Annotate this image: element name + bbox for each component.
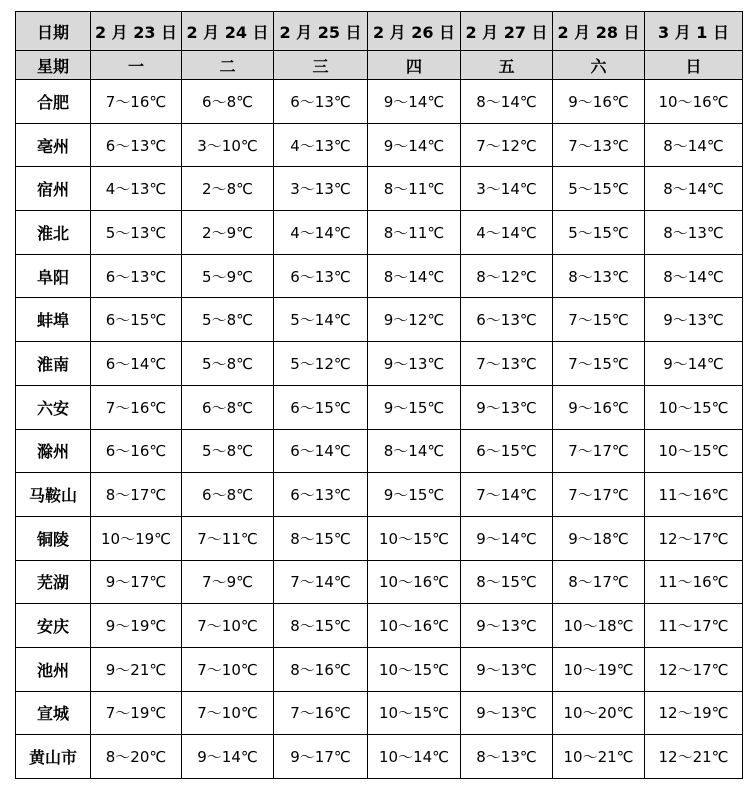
temperature-cell: 8～14℃ [368, 254, 461, 298]
temperature-cell: 8～13℃ [461, 735, 553, 779]
temperature-cell: 9～13℃ [461, 647, 553, 691]
table-row [16, 516, 743, 560]
temperature-cell: 10～16℃ [645, 80, 743, 124]
table-row [16, 560, 743, 604]
temperature-cell: 7～14℃ [461, 473, 553, 517]
city-name-cell: 芜湖 [16, 560, 91, 604]
temperature-cell: 7～10℃ [182, 647, 274, 691]
temperature-cell: 9～13℃ [461, 604, 553, 648]
table-row [16, 604, 743, 648]
temperature-cell: 7～15℃ [553, 298, 645, 342]
temperature-cell: 5～12℃ [274, 342, 368, 386]
temperature-cell: 3～10℃ [182, 123, 274, 167]
temperature-cell: 6～13℃ [461, 298, 553, 342]
temperature-cell: 9～18℃ [553, 516, 645, 560]
weekday-label: 星期 [16, 51, 91, 80]
temperature-cell: 3～14℃ [461, 167, 553, 211]
table-row [16, 735, 743, 779]
temperature-cell: 8～15℃ [274, 516, 368, 560]
temperature-cell: 5～8℃ [182, 298, 274, 342]
temperature-cell: 9～14℃ [368, 80, 461, 124]
temperature-cell: 10～20℃ [553, 691, 645, 735]
temperature-cell: 7～16℃ [91, 80, 182, 124]
table-row [16, 691, 743, 735]
temperature-cell: 10～16℃ [368, 604, 461, 648]
temperature-cell: 8～13℃ [645, 211, 743, 255]
temperature-cell: 5～9℃ [182, 254, 274, 298]
temperature-cell: 10～15℃ [368, 647, 461, 691]
city-name-cell: 六安 [16, 385, 91, 429]
forecast-body [16, 80, 743, 779]
table-row [16, 254, 743, 298]
temperature-cell: 7～11℃ [182, 516, 274, 560]
city-name-cell: 淮南 [16, 342, 91, 386]
date-header-cell: 2 月 25 日 [274, 12, 368, 51]
temperature-cell: 8～14℃ [645, 123, 743, 167]
temperature-cell: 7～19℃ [91, 691, 182, 735]
temperature-cell: 10～14℃ [368, 735, 461, 779]
temperature-cell: 5～14℃ [274, 298, 368, 342]
temperature-cell: 7～15℃ [553, 342, 645, 386]
temperature-cell: 9～14℃ [461, 516, 553, 560]
temperature-cell: 6～8℃ [182, 80, 274, 124]
temperature-cell: 5～15℃ [553, 211, 645, 255]
weekday-header-cell: 三 [274, 51, 368, 80]
city-name-cell: 滁州 [16, 429, 91, 473]
temperature-cell: 7～13℃ [553, 123, 645, 167]
date-header-cell: 2 月 26 日 [368, 12, 461, 51]
weekday-header-cell: 日 [645, 51, 743, 80]
temperature-cell: 8～13℃ [553, 254, 645, 298]
temperature-cell: 7～12℃ [461, 123, 553, 167]
temperature-cell: 7～16℃ [91, 385, 182, 429]
temperature-cell: 6～14℃ [91, 342, 182, 386]
temperature-cell: 9～13℃ [461, 691, 553, 735]
temperature-cell: 6～15℃ [274, 385, 368, 429]
date-header-row [16, 12, 743, 51]
city-name-cell: 马鞍山 [16, 473, 91, 517]
temperature-cell: 5～15℃ [553, 167, 645, 211]
weekday-header-cell: 四 [368, 51, 461, 80]
table-row [16, 429, 743, 473]
temperature-cell: 9～13℃ [645, 298, 743, 342]
temperature-cell: 8～17℃ [553, 560, 645, 604]
date-header-cell: 2 月 28 日 [553, 12, 645, 51]
temperature-cell: 7～10℃ [182, 691, 274, 735]
temperature-cell: 7～17℃ [553, 429, 645, 473]
temperature-cell: 7～10℃ [182, 604, 274, 648]
temperature-cell: 12～21℃ [645, 735, 743, 779]
city-name-cell: 安庆 [16, 604, 91, 648]
temperature-cell: 8～11℃ [368, 211, 461, 255]
temperature-cell: 11～16℃ [645, 473, 743, 517]
city-name-cell: 宣城 [16, 691, 91, 735]
temperature-cell: 7～14℃ [274, 560, 368, 604]
temperature-cell: 9～21℃ [91, 647, 182, 691]
weekday-header-cell: 五 [461, 51, 553, 80]
temperature-cell: 9～14℃ [645, 342, 743, 386]
city-name-cell: 亳州 [16, 123, 91, 167]
date-header-cell: 2 月 23 日 [91, 12, 182, 51]
temperature-cell: 11～17℃ [645, 604, 743, 648]
temperature-cell: 10～15℃ [368, 691, 461, 735]
temperature-cell: 10～19℃ [91, 516, 182, 560]
temperature-cell: 6～15℃ [91, 298, 182, 342]
table-row [16, 342, 743, 386]
temperature-cell: 5～8℃ [182, 429, 274, 473]
temperature-cell: 9～17℃ [91, 560, 182, 604]
temperature-cell: 9～13℃ [461, 385, 553, 429]
temperature-cell: 6～15℃ [461, 429, 553, 473]
temperature-cell: 8～16℃ [274, 647, 368, 691]
temperature-cell: 6～16℃ [91, 429, 182, 473]
temperature-cell: 6～13℃ [91, 254, 182, 298]
temperature-cell: 8～14℃ [461, 80, 553, 124]
temperature-cell: 9～14℃ [182, 735, 274, 779]
temperature-cell: 8～17℃ [91, 473, 182, 517]
table-row [16, 211, 743, 255]
temperature-cell: 8～14℃ [645, 167, 743, 211]
temperature-cell: 11～16℃ [645, 560, 743, 604]
temperature-cell: 9～15℃ [368, 385, 461, 429]
temperature-cell: 9～17℃ [274, 735, 368, 779]
temperature-cell: 4～13℃ [91, 167, 182, 211]
date-label: 日期 [16, 12, 91, 51]
date-header-cell: 3 月 1 日 [645, 12, 743, 51]
temperature-cell: 4～14℃ [274, 211, 368, 255]
temperature-cell: 8～20℃ [91, 735, 182, 779]
table-row [16, 647, 743, 691]
temperature-cell: 7～9℃ [182, 560, 274, 604]
temperature-cell: 9～15℃ [368, 473, 461, 517]
temperature-cell: 9～19℃ [91, 604, 182, 648]
temperature-cell: 8～14℃ [368, 429, 461, 473]
temperature-cell: 9～13℃ [368, 342, 461, 386]
temperature-cell: 10～18℃ [553, 604, 645, 648]
temperature-cell: 12～17℃ [645, 647, 743, 691]
city-name-cell: 铜陵 [16, 516, 91, 560]
temperature-cell: 6～8℃ [182, 473, 274, 517]
city-name-cell: 黄山市 [16, 735, 91, 779]
temperature-cell: 7～13℃ [461, 342, 553, 386]
temperature-cell: 2～9℃ [182, 211, 274, 255]
city-name-cell: 蚌埠 [16, 298, 91, 342]
temperature-cell: 4～13℃ [274, 123, 368, 167]
temperature-cell: 5～8℃ [182, 342, 274, 386]
table-row [16, 167, 743, 211]
weekday-header-row [16, 51, 743, 80]
table-row [16, 473, 743, 517]
temperature-cell: 10～15℃ [645, 429, 743, 473]
weekday-header-cell: 二 [182, 51, 274, 80]
table-row [16, 385, 743, 429]
temperature-cell: 10～16℃ [368, 560, 461, 604]
temperature-cell: 8～11℃ [368, 167, 461, 211]
weekday-header-cell: 一 [91, 51, 182, 80]
table-row [16, 80, 743, 124]
temperature-cell: 9～14℃ [368, 123, 461, 167]
temperature-cell: 10～19℃ [553, 647, 645, 691]
city-name-cell: 合肥 [16, 80, 91, 124]
temperature-cell: 3～13℃ [274, 167, 368, 211]
temperature-cell: 10～21℃ [553, 735, 645, 779]
temperature-cell: 6～8℃ [182, 385, 274, 429]
temperature-cell: 12～19℃ [645, 691, 743, 735]
date-header-cell: 2 月 27 日 [461, 12, 553, 51]
temperature-cell: 12～17℃ [645, 516, 743, 560]
temperature-cell: 9～12℃ [368, 298, 461, 342]
temperature-cell: 6～13℃ [91, 123, 182, 167]
temperature-cell: 6～13℃ [274, 473, 368, 517]
temperature-cell: 8～14℃ [645, 254, 743, 298]
city-name-cell: 淮北 [16, 211, 91, 255]
weather-forecast-table [15, 11, 743, 779]
table-row [16, 298, 743, 342]
temperature-cell: 2～8℃ [182, 167, 274, 211]
temperature-cell: 7～16℃ [274, 691, 368, 735]
city-name-cell: 池州 [16, 647, 91, 691]
city-name-cell: 宿州 [16, 167, 91, 211]
temperature-cell: 9～16℃ [553, 80, 645, 124]
city-name-cell: 阜阳 [16, 254, 91, 298]
temperature-cell: 8～15℃ [461, 560, 553, 604]
weekday-header-cell: 六 [553, 51, 645, 80]
temperature-cell: 6～13℃ [274, 254, 368, 298]
temperature-cell: 8～12℃ [461, 254, 553, 298]
temperature-cell: 6～13℃ [274, 80, 368, 124]
table-row [16, 123, 743, 167]
temperature-cell: 10～15℃ [368, 516, 461, 560]
date-header-cell: 2 月 24 日 [182, 12, 274, 51]
temperature-cell: 9～16℃ [553, 385, 645, 429]
temperature-cell: 6～14℃ [274, 429, 368, 473]
temperature-cell: 5～13℃ [91, 211, 182, 255]
temperature-cell: 10～15℃ [645, 385, 743, 429]
temperature-cell: 7～17℃ [553, 473, 645, 517]
temperature-cell: 8～15℃ [274, 604, 368, 648]
temperature-cell: 4～14℃ [461, 211, 553, 255]
